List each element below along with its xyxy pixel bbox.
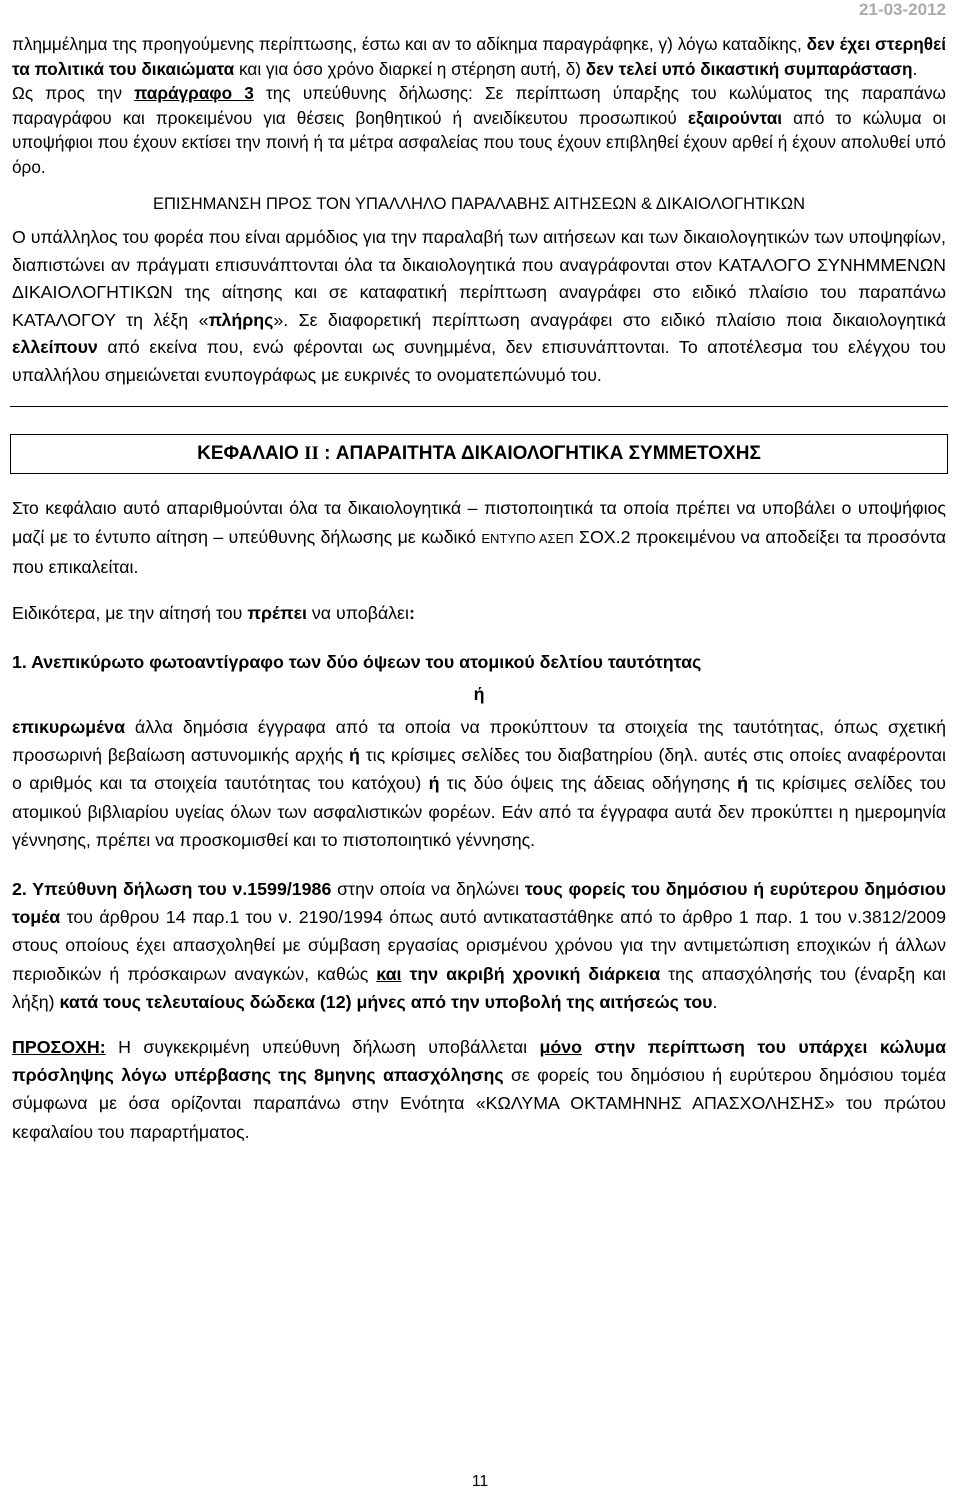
- item-1-body: [12, 713, 946, 855]
- text-run: Ως προς την: [12, 83, 135, 104]
- text-run: του άρθρου 14 παρ.1 του ν. 2190/1994 όπως αυτό αντικαταστάθηκε από το άρθρο 1 παρ. 1 του ν.3812/2009 στους οποίους έχει απασχοληθεί με σύμβαση εργασίας ορισμένου χρόνου για την αντιμετώπιση εποχικών ή άλλων περιοδικών ή πρόσκαιρων αναγκών, καθώς: [12, 907, 946, 984]
- bold-text: ελλείπουν: [12, 337, 98, 358]
- text-run: σε φορείς του δημόσιου ή ευρύτερου δημόσιου τομέα σύμφωνα με όσα ορίζονται παραπάνω στην Ενότητα «ΚΩΛΥΜΑ ΟΚΤΑΜΗΝΗΣ ΑΠΑΣΧΟΛΗΣΗΣ» του πρώτου κεφαλαίου του παραρτήματος.: [12, 1065, 946, 1142]
- caution-label: ΠΡΟΣΟΧΗ:: [12, 1036, 106, 1057]
- paragraph-3-clause: [12, 81, 946, 179]
- text-run: .: [712, 992, 718, 1013]
- text-run: να υποβάλει: [306, 603, 409, 624]
- notice-heading: ΕΠΙΣΗΜΑΝΣΗ ΠΡΟΣ ΤΟΝ ΥΠΑΛΛΗΛΟ ΠΑΡΑΛΑΒΗΣ ΑΙΤΗΣΕΩΝ & ΔΙΚΑΙΟΛΟΓΗΤΙΚΩΝ: [152, 194, 806, 213]
- bold-underlined-text: παράγραφο 3: [134, 83, 254, 104]
- text-run: άλλα δημόσια έγγραφα από τα οποία να προκύπτουν τα στοιχεία της ταυτότητας, όπως σχετική προσωρινή βεβαίωση αστυνομικής αρχής: [12, 716, 946, 765]
- text-run: Ειδικότερα, με την αίτησή του: [12, 603, 248, 624]
- item-1-title: 1. Ανεπικύρωτο φωτοαντίγραφο των δύο όψεων του ατομικού δελτίου ταυτότητας: [12, 651, 702, 672]
- intro-paragraph: [12, 494, 946, 581]
- bold-underlined-text: και: [376, 963, 402, 984]
- chapter-body: [12, 494, 946, 1146]
- bold-text: δεν τελεί υπό δικαστική συμπαράσταση: [585, 58, 913, 79]
- chapter-heading-text: : ΑΠΑΡΑΙΤΗΤΑ ΔΙΚΑΙΟΛΟΓΗΤΙΚΑ ΣΥΜΜΕΤΟΧΗΣ: [318, 443, 761, 465]
- chapter-heading-text: ΚΕΦΑΛΑΙΟ: [197, 443, 305, 465]
- bold-text: ή: [348, 745, 360, 765]
- text-run: τις δύο όψεις της άδειας οδήγησης: [439, 773, 738, 794]
- bold-underlined-text: μόνο: [539, 1036, 583, 1057]
- bold-text: δεν έχει στερηθεί τα πολιτικά του δικαιώματα: [12, 34, 947, 79]
- bold-text: κατά τους τελευταίους δώδεκα (12) μήνες από την υποβολή της αιτήσεώς του: [59, 992, 713, 1013]
- bold-text: πλήρης: [208, 309, 274, 330]
- bold-text: ή: [737, 773, 748, 794]
- text-run: και για όσο χρόνο διαρκεί η στέρηση αυτή, δ): [234, 58, 586, 79]
- bold-text: :: [408, 603, 415, 624]
- text-run: .: [912, 58, 918, 79]
- item-2: [12, 875, 946, 1017]
- bold-text: 2. Υπεύθυνη δήλωση του ν.1599/1986: [12, 878, 332, 899]
- divider: [10, 406, 948, 407]
- text-run: [582, 1037, 594, 1057]
- caution-paragraph: [12, 1033, 946, 1147]
- chapter-number: II: [304, 443, 319, 465]
- text-run: της υπεύθυνης δήλωσης: Σε περίπτωση ύπαρξης του κωλύματος της παραπάνω παραγράφου και προκειμένου για θέσεις βοηθητικού ή ανειδίκευτου προσωπικού: [12, 83, 946, 128]
- text-run: από εκείνα που, ενώ φέρονται ως συνημμένα, δεν επισυνάπτονται. Το αποτέλεσμα του ελέγχου του υπαλλήλου σημειώνεται ενυπογράφως με ευκρινές το ονοματεπώνυμό του.: [12, 337, 946, 385]
- must-submit-paragraph: [12, 599, 946, 627]
- bold-text: τους φορείς του δημόσιου ή ευρύτερου δημόσιου τομέα: [12, 878, 947, 928]
- chapter-heading-box: [10, 434, 948, 474]
- paragraph-prior-conviction: [12, 32, 946, 81]
- bold-text: στην περίπτωση του υπάρχει κώλυμα πρόσληψης λόγω υπέρβασης της 8μηνης απασχόλησης: [12, 1036, 946, 1086]
- document-page: [12, 32, 946, 1146]
- text-run: Ο υπάλληλος του φορέα που είναι αρμόδιος για την παραλαβή των αιτήσεων και των δικαιολογητικών των υποψηφίων, διαπιστώνει αν πράγματι επισυνάπτονται όλα τα δικαιολογητικά που αναγράφονται στον ΚΑΤΑΛΟΓΟ ΣΥΝΗΜΜΕΝΩΝ ΔΙΚΑΙΟΛΟΓΗΤΙΚΩΝ της αίτησης και σε καταφατική περίπτωση αναγράφει στο ειδικό πλαίσιο του παραπάνω ΚΑΤΑΛΟΓΟΥ τη λέξη «: [12, 227, 946, 330]
- bold-text: την ακριβή χρονική διάρκεια: [409, 963, 661, 984]
- text-run: ». Σε διαφορετική περίπτωση αναγράφει στο ειδικό πλαίσιο ποια δικαιολογητικά: [273, 309, 946, 330]
- text-run: τις κρίσιμες σελίδες του ατομικού βιβλιαρίου υγείας όλων των ασφαλιστικών φορέων. Εάν από τα έγγραφα αυτά δεν προκύπτει η ημερομηνία γέννησης, πρέπει να προσκομισθεί και το πιστοποιητικό γέννησης.: [12, 773, 946, 851]
- text-run: στην οποία να δηλώνει: [331, 878, 525, 899]
- bold-text: ή: [428, 773, 440, 794]
- item-1-or: ή: [473, 684, 485, 705]
- text-run: ΣΟΧ.2 προκειμένου να αποδείξει τα προσόντα που επικαλείται.: [12, 526, 946, 577]
- text-run: πλημμέλημα της προηγούμενης περίπτωσης, έστω και αν το αδίκημα παραγράφηκε, γ) λόγω καταδίκης,: [12, 34, 807, 54]
- bold-text: πρέπει: [247, 603, 307, 624]
- notice-paragraph: [12, 224, 946, 389]
- form-code: ΕΝΤΥΠΟ ΑΣΕΠ: [481, 530, 574, 546]
- text-run: Στο κεφάλαιο αυτό απαριθμούνται όλα τα δικαιολογητικά – πιστοποιητικά τα οποία πρέπει να υποβάλει ο υποψήφιος μαζί με το έντυπο αίτηση – υπεύθυνης δήλωσης με κωδικό: [12, 498, 946, 547]
- text-run: από το κώλυμα οι υποψήφιοι που έχουν εκτίσει την ποινή ή τα μέτρα ασφαλείας που τους έχουν επιβληθεί έχουν αρθεί ή έχουν απολυθεί υπό όρο.: [12, 107, 946, 177]
- text-run: Η συγκεκριμένη υπεύθυνη δήλωση υποβάλλεται: [105, 1036, 540, 1057]
- page-number: 11: [471, 1473, 489, 1490]
- bold-text: εξαιρούνται: [687, 107, 783, 128]
- text-run: της απασχόλησής του (έναρξη και λήξη): [12, 963, 946, 1013]
- header-date: 21-03-2012: [859, 0, 946, 19]
- bold-text: επικυρωμένα: [12, 716, 125, 737]
- text-run: τις κρίσιμες σελίδες του διαβατηρίου (δηλ. αυτές στις οποίες αναφέρονται ο αριθμός και τα στοιχεία ταυτότητας του κατόχου): [12, 745, 946, 794]
